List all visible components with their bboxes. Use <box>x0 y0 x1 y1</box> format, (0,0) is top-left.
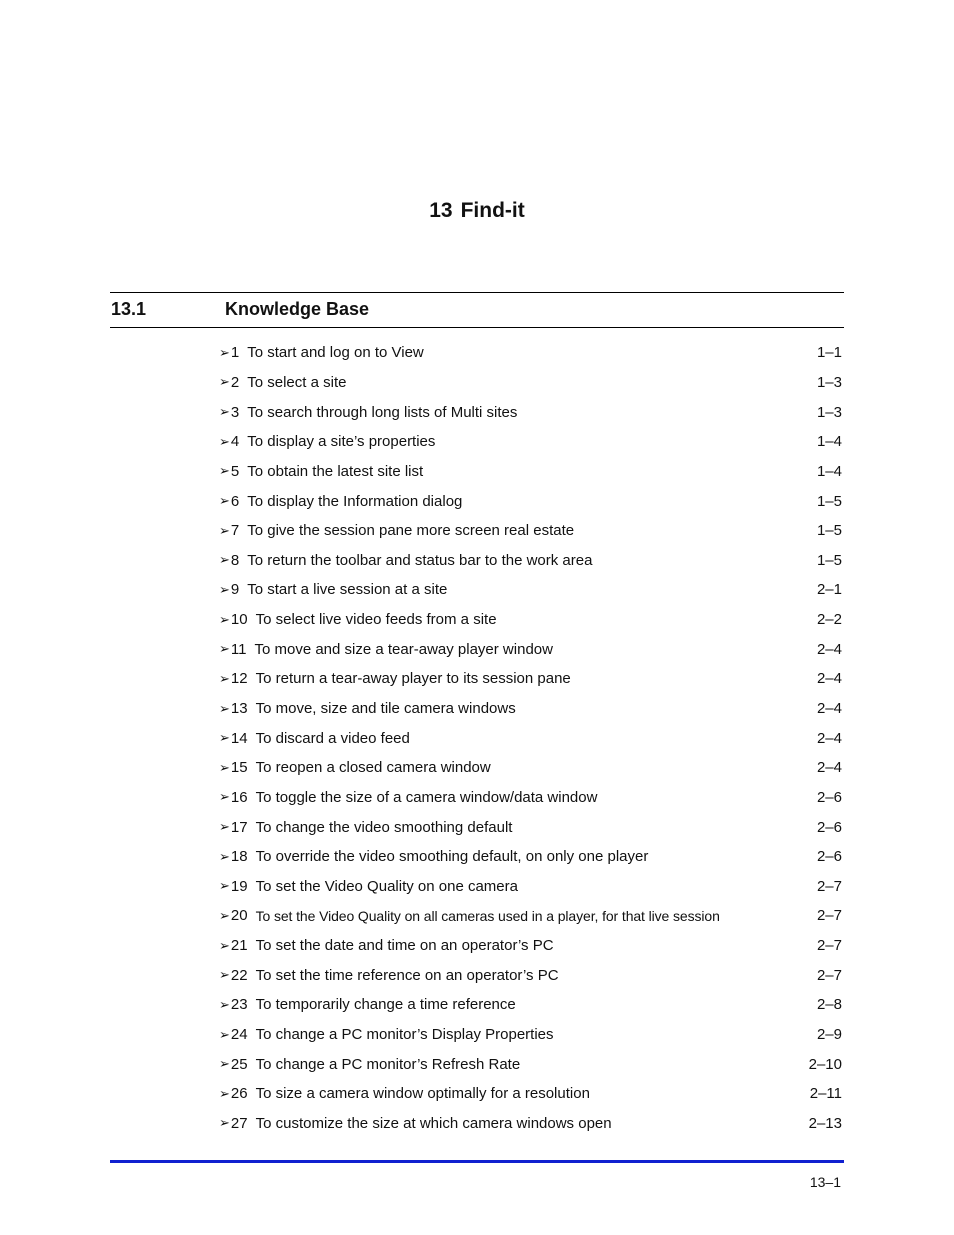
toc-entry-title: To move, size and tile camera windows <box>255 700 516 717</box>
arrowhead-bullet-icon: ➢ <box>219 1056 230 1072</box>
arrowhead-bullet-icon: ➢ <box>219 759 230 775</box>
toc-entry-page: 1–1 <box>816 344 842 362</box>
toc-entry-label <box>219 1026 554 1043</box>
toc-entry[interactable] <box>219 812 842 842</box>
toc-entry-label <box>219 907 720 924</box>
toc-entry-title: To return the toolbar and status bar to the work area <box>247 551 593 569</box>
toc-entry-page: 2–4 <box>816 729 842 747</box>
toc-entry-title: To search through long lists of Multi sites <box>247 403 518 421</box>
toc-entry-page: 2–7 <box>816 877 842 895</box>
arrowhead-bullet-icon: ➢ <box>219 878 230 894</box>
toc-entry[interactable] <box>219 960 842 990</box>
arrowhead-bullet-icon: ➢ <box>219 730 230 746</box>
toc-entry-page: 2–11 <box>809 1085 842 1103</box>
toc-entry[interactable] <box>219 368 842 398</box>
toc-entry-number: 22 <box>230 966 248 984</box>
section-number: 13.1 <box>111 299 147 319</box>
toc-entry-page: 2–7 <box>816 907 842 925</box>
toc-entry-label <box>219 493 462 510</box>
toc-entry-title: To set the Video Quality on all cameras used in a player, for that live session <box>255 907 720 924</box>
toc-entry-number: 3 <box>230 403 240 421</box>
toc-entry-number: 15 <box>230 759 248 777</box>
toc-entry-number: 4 <box>230 433 240 451</box>
arrowhead-bullet-icon: ➢ <box>219 433 230 449</box>
toc-entry[interactable] <box>219 634 842 664</box>
toc-entry-title: To select a site <box>247 373 347 391</box>
toc-entry-page: 1–5 <box>816 522 842 540</box>
arrowhead-bullet-icon: ➢ <box>219 641 230 657</box>
toc-entry-label <box>219 404 517 421</box>
toc-entry-title: To override the video smoothing default, on only one player <box>255 848 649 866</box>
arrowhead-bullet-icon: ➢ <box>219 404 230 420</box>
toc-entry-title: To change the video smoothing default <box>255 818 513 836</box>
toc-entry[interactable] <box>219 1020 842 1050</box>
toc-entry-label <box>219 641 553 658</box>
toc-entry-title: To reopen a closed camera window <box>255 759 491 777</box>
arrowhead-bullet-icon: ➢ <box>219 344 230 360</box>
toc-entry-label <box>219 967 559 984</box>
toc-entry[interactable] <box>219 338 842 368</box>
toc-entry-page: 2–4 <box>816 640 842 658</box>
toc-entry-label <box>219 611 497 628</box>
toc-entry-number: 8 <box>230 551 240 569</box>
arrowhead-bullet-icon: ➢ <box>219 670 230 686</box>
toc-entry-title: To toggle the size of a camera window/data window <box>255 788 598 806</box>
toc-entry-page: 1–5 <box>816 492 842 510</box>
toc-entry-number: 26 <box>230 1085 248 1103</box>
toc-entry[interactable] <box>219 931 842 961</box>
toc-entry-page: 2–1 <box>816 581 842 599</box>
arrowhead-bullet-icon: ➢ <box>219 1026 230 1042</box>
arrowhead-bullet-icon: ➢ <box>219 374 230 390</box>
arrowhead-bullet-icon: ➢ <box>219 907 230 923</box>
toc-entry[interactable] <box>219 723 842 753</box>
chapter-title <box>0 199 954 223</box>
toc-entry-label <box>219 1085 590 1102</box>
toc-entry-number: 13 <box>230 700 248 717</box>
toc-entry-number: 12 <box>230 670 248 688</box>
arrowhead-bullet-icon: ➢ <box>219 493 230 509</box>
toc-entry-title: To return a tear-away player to its session pane <box>255 670 571 688</box>
toc-entry[interactable] <box>219 486 842 516</box>
toc-entry-page: 1–4 <box>816 462 842 480</box>
toc-entry-page: 2–6 <box>816 788 842 806</box>
toc-entry-page: 2–6 <box>816 818 842 836</box>
toc-entry[interactable] <box>219 1049 842 1079</box>
toc-entry-number: 16 <box>230 788 248 806</box>
toc-entry-number: 2 <box>230 373 240 391</box>
toc-entry[interactable] <box>219 783 842 813</box>
arrowhead-bullet-icon: ➢ <box>219 463 230 479</box>
toc-entry-title: To customize the size at which camera windows open <box>255 1114 612 1132</box>
toc-entry-label <box>219 878 518 895</box>
toc-entry-label <box>219 789 597 806</box>
toc-entry-page: 2–13 <box>808 1114 842 1132</box>
toc-entry-number: 1 <box>230 344 240 362</box>
toc-entry-title: To size a camera window optimally for a resolution <box>255 1085 590 1103</box>
footer-rule <box>110 1160 844 1163</box>
toc-entry-label <box>219 996 516 1013</box>
section-bottom-rule <box>110 327 844 328</box>
toc-entry-title: To display the Information dialog <box>247 492 463 510</box>
toc-entry-number: 24 <box>230 1026 248 1044</box>
toc-list <box>219 338 842 1138</box>
toc-entry-page: 1–5 <box>816 551 842 569</box>
toc-entry-label <box>219 463 423 480</box>
toc-entry-title: To obtain the latest site list <box>247 462 424 480</box>
toc-entry[interactable] <box>219 516 842 546</box>
toc-entry-title: To display a site’s properties <box>247 433 436 451</box>
toc-entry-label <box>219 1115 612 1132</box>
toc-entry-number: 11 <box>230 640 247 658</box>
toc-entry-number: 18 <box>230 848 248 866</box>
toc-entry[interactable] <box>219 664 842 694</box>
toc-entry-number: 27 <box>230 1114 248 1132</box>
toc-entry-number: 17 <box>230 818 248 836</box>
toc-entry[interactable] <box>219 901 842 931</box>
arrowhead-bullet-icon: ➢ <box>219 700 230 716</box>
toc-entry-label <box>219 433 435 450</box>
toc-entry-label <box>219 848 648 865</box>
toc-entry-number: 5 <box>230 462 240 480</box>
toc-entry-title: To start and log on to View <box>247 344 424 362</box>
toc-entry-label <box>219 819 512 836</box>
chapter-number: 13 <box>429 199 453 222</box>
arrowhead-bullet-icon: ➢ <box>219 819 230 835</box>
arrowhead-bullet-icon: ➢ <box>219 522 230 538</box>
section-top-rule <box>110 292 844 293</box>
toc-entry-page: 2–7 <box>816 937 842 955</box>
toc-entry-label <box>219 759 491 776</box>
toc-entry[interactable] <box>219 545 842 575</box>
arrowhead-bullet-icon: ➢ <box>219 996 230 1012</box>
toc-entry-title: To temporarily change a time reference <box>255 996 516 1014</box>
arrowhead-bullet-icon: ➢ <box>219 1085 230 1101</box>
toc-entry-number: 25 <box>230 1055 248 1073</box>
toc-entry-page: 2–8 <box>816 996 842 1014</box>
arrowhead-bullet-icon: ➢ <box>219 611 230 627</box>
toc-entry[interactable] <box>219 1079 842 1109</box>
toc-entry-page: 2–9 <box>816 1026 842 1044</box>
toc-entry-page: 2–2 <box>816 611 842 629</box>
section-title: Knowledge Base <box>225 299 370 319</box>
toc-entry[interactable] <box>219 753 842 783</box>
toc-entry-label <box>219 700 516 717</box>
toc-entry-title: To give the session pane more screen real estate <box>247 522 575 540</box>
toc-entry-page: 2–4 <box>816 670 842 688</box>
toc-entry-page: 1–4 <box>816 433 842 451</box>
arrowhead-bullet-icon: ➢ <box>219 552 230 568</box>
toc-entry-title: To set the time reference on an operator’s PC <box>255 966 559 984</box>
toc-entry-page: 1–3 <box>816 403 842 421</box>
toc-entry-number: 20 <box>230 907 248 925</box>
toc-entry[interactable] <box>219 694 842 724</box>
toc-entry-number: 9 <box>230 581 240 599</box>
toc-entry-number: 7 <box>230 522 240 540</box>
toc-entry-title: To start a live session at a site <box>247 581 448 599</box>
toc-entry-number: 19 <box>230 877 248 895</box>
toc-entry-title: To set the date and time on an operator’s PC <box>255 937 554 955</box>
arrowhead-bullet-icon: ➢ <box>219 581 230 597</box>
toc-entry-page: 2–4 <box>816 759 842 777</box>
toc-entry-number: 21 <box>230 937 248 955</box>
toc-entry-label <box>219 670 571 687</box>
toc-entry-number: 14 <box>230 729 248 747</box>
toc-entry-label <box>219 374 346 391</box>
toc-entry-label <box>219 581 447 598</box>
toc-entry[interactable] <box>219 990 842 1020</box>
arrowhead-bullet-icon: ➢ <box>219 789 230 805</box>
toc-entry-number: 10 <box>230 611 248 629</box>
toc-entry[interactable] <box>219 457 842 487</box>
toc-entry-label <box>219 344 424 361</box>
toc-entry[interactable] <box>219 397 842 427</box>
chapter-name: Find-it <box>460 199 525 222</box>
toc-entry-page: 2–10 <box>808 1055 842 1073</box>
toc-entry-title: To change a PC monitor’s Display Properties <box>255 1026 554 1044</box>
arrowhead-bullet-icon: ➢ <box>219 967 230 983</box>
toc-entry-title: To change a PC monitor’s Refresh Rate <box>255 1055 521 1073</box>
toc-entry-page: 2–7 <box>816 966 842 984</box>
toc-entry[interactable] <box>219 575 842 605</box>
toc-entry-number: 6 <box>230 492 240 510</box>
toc-entry-title: To discard a video feed <box>255 729 410 747</box>
toc-entry[interactable] <box>219 427 842 457</box>
toc-entry[interactable] <box>219 1109 842 1139</box>
toc-entry-label <box>219 730 410 747</box>
toc-entry-page: 1–3 <box>816 373 842 391</box>
toc-entry-number: 23 <box>230 996 248 1014</box>
toc-entry-page: 2–4 <box>816 700 842 717</box>
toc-entry-label <box>219 1056 520 1073</box>
arrowhead-bullet-icon: ➢ <box>219 1115 230 1131</box>
toc-entry[interactable] <box>219 605 842 635</box>
toc-entry[interactable] <box>219 842 842 872</box>
toc-entry-label <box>219 522 574 539</box>
arrowhead-bullet-icon: ➢ <box>219 937 230 953</box>
toc-entry-title: To move and size a tear-away player window <box>254 640 553 658</box>
toc-entry-title: To set the Video Quality on one camera <box>255 877 518 895</box>
toc-entry-title: To select live video feeds from a site <box>255 611 497 629</box>
footer-page-number: 13–1 <box>809 1174 841 1190</box>
toc-entry-label <box>219 552 592 569</box>
toc-entry-label <box>219 937 554 954</box>
arrowhead-bullet-icon: ➢ <box>219 848 230 864</box>
toc-entry-page: 2–6 <box>816 848 842 866</box>
toc-entry[interactable] <box>219 872 842 902</box>
